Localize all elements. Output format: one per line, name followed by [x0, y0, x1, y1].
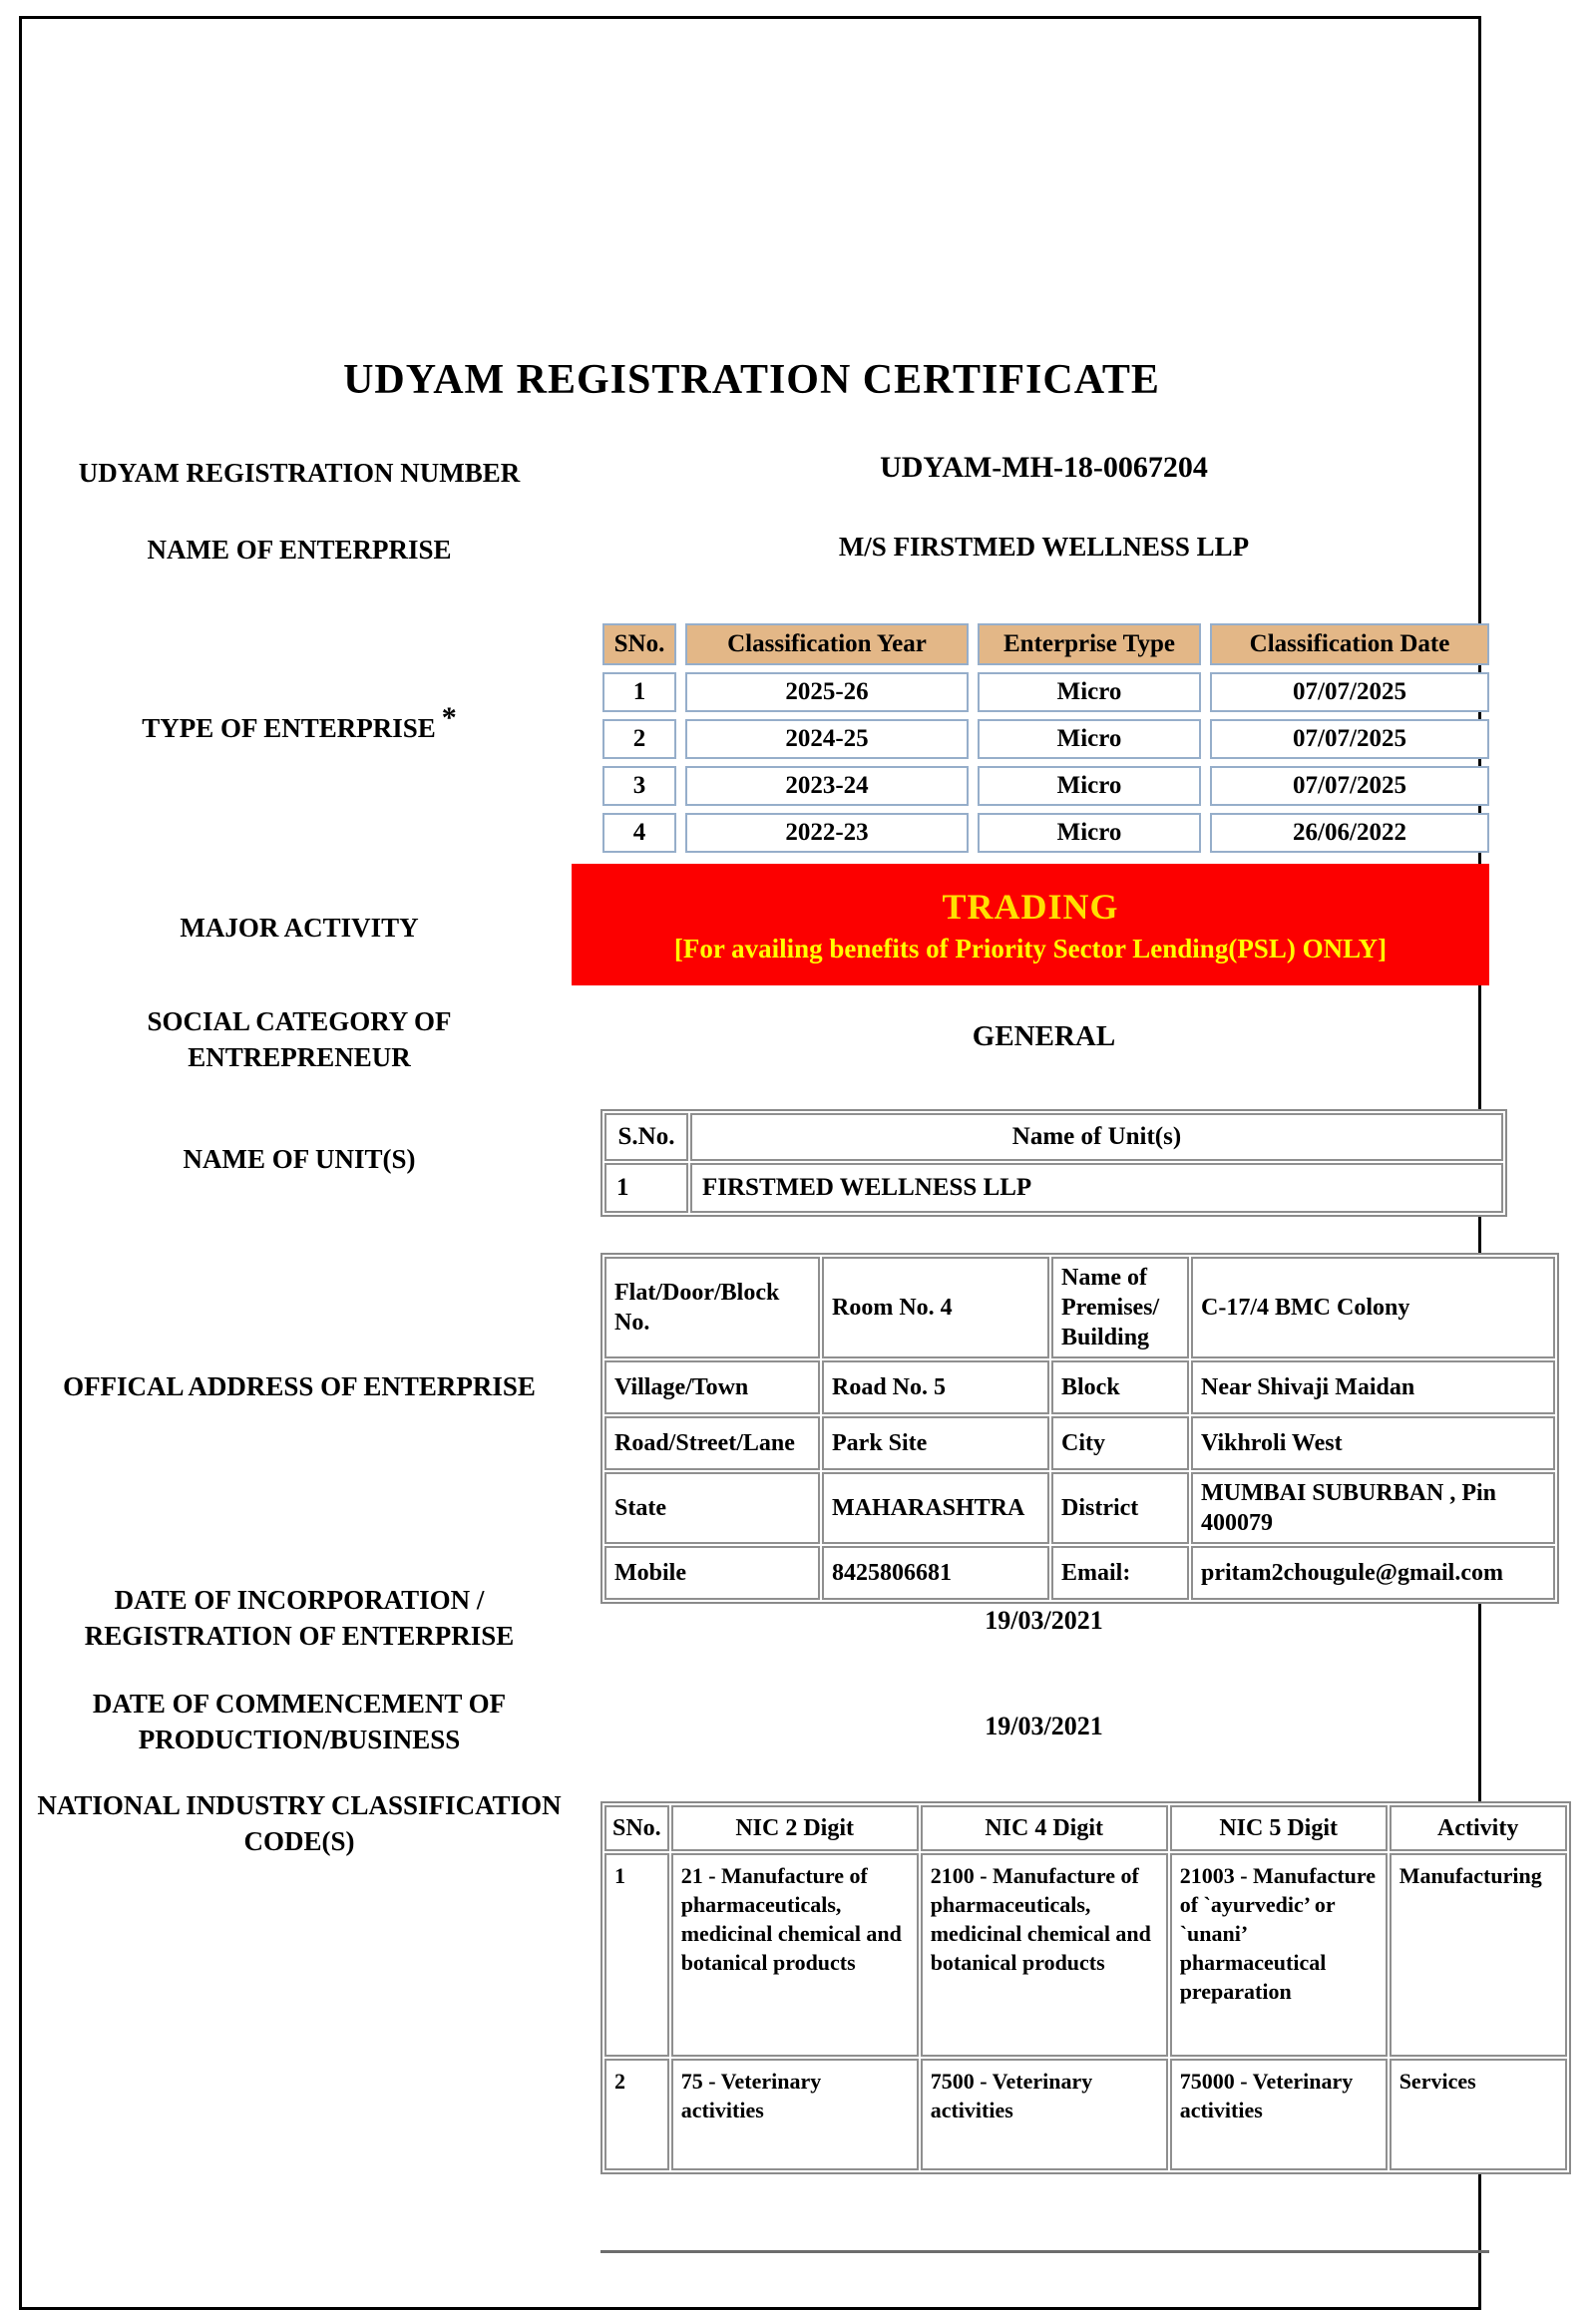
table-cell: C-17/4 BMC Colony	[1191, 1257, 1555, 1358]
value-enterprise-name: M/S FIRSTMED WELLNESS LLP	[838, 532, 1250, 562]
column-header: SNo.	[602, 623, 676, 665]
table-cell: 07/07/2025	[1210, 672, 1489, 712]
table-cell: pritam2chougule@gmail.com	[1191, 1546, 1555, 1600]
label-type-of-enterprise-text: TYPE OF ENTERPRISE	[142, 713, 436, 743]
classification-table	[594, 616, 1498, 860]
label-nic-codes: NATIONAL INDUSTRY CLASSIFICATION CODE(S)	[37, 1790, 562, 1856]
column-header: NIC 5 Digit	[1170, 1805, 1388, 1851]
units-table	[600, 1109, 1507, 1217]
table-cell: Mobile	[604, 1546, 820, 1600]
column-header: Classification Year	[685, 623, 969, 665]
table-row	[604, 1853, 1567, 2057]
table-cell: 2023-24	[685, 766, 969, 806]
table-row	[602, 813, 1489, 853]
table-cell: State	[604, 1472, 820, 1544]
table-cell: Block	[1051, 1360, 1189, 1414]
asterisk-marker: *	[441, 701, 457, 734]
label-major-activity: MAJOR ACTIVITY	[180, 913, 419, 943]
table-cell: Email:	[1051, 1546, 1189, 1600]
table-row	[604, 2059, 1567, 2170]
address-table	[600, 1253, 1559, 1604]
table-cell: Room No. 4	[822, 1257, 1049, 1358]
label-type-of-enterprise	[35, 701, 564, 746]
major-activity-banner	[572, 864, 1489, 985]
table-cell: Road/Street/Lane	[604, 1416, 820, 1470]
table-row	[602, 672, 1489, 712]
table-cell: 21003 - Manufacture of `ayurvedic’ or `unani’ pharmaceutical preparation	[1170, 1853, 1388, 2057]
table-cell: 2100 - Manufacture of pharmaceuticals, medicinal chemical and botanical products	[921, 1853, 1168, 2057]
label-social-category: SOCIAL CATEGORY OF ENTREPRENEUR	[147, 1006, 452, 1072]
label-date-of-incorporation: DATE OF INCORPORATION / REGISTRATION OF ENTERPRISE	[84, 1585, 515, 1651]
value-registration-number: UDYAM-MH-18-0067204	[880, 451, 1208, 484]
label-official-address: OFFICAL ADDRESS OF ENTERPRISE	[63, 1371, 536, 1401]
table-cell: 2025-26	[685, 672, 969, 712]
label-registration-number: UDYAM REGISTRATION NUMBER	[78, 458, 521, 488]
table-row	[604, 1472, 1555, 1544]
label-date-of-commencement: DATE OF COMMENCEMENT OF PRODUCTION/BUSINESS	[92, 1689, 507, 1754]
table-header-row	[604, 1805, 1567, 1851]
table-cell: 75000 - Veterinary activities	[1170, 2059, 1388, 2170]
table-cell: 21 - Manufacture of pharmaceuticals, medicinal chemical and botanical products	[671, 1853, 919, 2057]
table-cell: District	[1051, 1472, 1189, 1544]
table-row	[602, 719, 1489, 759]
table-cell: Near Shivaji Maidan	[1191, 1360, 1555, 1414]
table-cell: 1	[604, 1853, 669, 2057]
column-header: NIC 2 Digit	[671, 1805, 919, 1851]
table-cell: Flat/Door/Block No.	[604, 1257, 820, 1358]
table-cell: 2	[604, 2059, 669, 2170]
column-header: Name of Unit(s)	[690, 1113, 1503, 1161]
table-cell: 07/07/2025	[1210, 766, 1489, 806]
table-cell: 75 - Veterinary activities	[671, 2059, 919, 2170]
table-cell: Name of Premises/ Building	[1051, 1257, 1189, 1358]
table-cell: MUMBAI SUBURBAN , Pin 400079	[1191, 1472, 1555, 1544]
table-cell: 3	[602, 766, 676, 806]
label-name-of-units: NAME OF UNIT(S)	[183, 1144, 416, 1174]
table-header-row	[604, 1113, 1503, 1161]
table-cell: Services	[1390, 2059, 1567, 2170]
column-header: Classification Date	[1210, 623, 1489, 665]
table-cell: Micro	[978, 719, 1201, 759]
table-cell: Micro	[978, 766, 1201, 806]
value-date-of-incorporation: 19/03/2021	[985, 1606, 1103, 1635]
table-cell: FIRSTMED WELLNESS LLP	[690, 1163, 1503, 1213]
page-title: UDYAM REGISTRATION CERTIFICATE	[343, 357, 1160, 403]
major-activity-note: [For availing benefits of Priority Sector Lending(PSL) ONLY]	[673, 934, 1388, 963]
table-cell: Vikhroli West	[1191, 1416, 1555, 1470]
table-cell: Manufacturing	[1390, 1853, 1567, 2057]
table-cell: 26/06/2022	[1210, 813, 1489, 853]
table-cell: MAHARASHTRA	[822, 1472, 1049, 1544]
table-cell: 07/07/2025	[1210, 719, 1489, 759]
table-row	[604, 1163, 1503, 1213]
table-cell: Road No. 5	[822, 1360, 1049, 1414]
table-cell: Micro	[978, 813, 1201, 853]
column-header: NIC 4 Digit	[921, 1805, 1168, 1851]
table-cell: Park Site	[822, 1416, 1049, 1470]
table-cell: 1	[604, 1163, 688, 1213]
table-cell: 4	[602, 813, 676, 853]
table-row	[604, 1416, 1555, 1470]
table-cell: 2	[602, 719, 676, 759]
table-cell: City	[1051, 1416, 1189, 1470]
table-header-row	[602, 623, 1489, 665]
table-row	[604, 1360, 1555, 1414]
table-row	[604, 1257, 1555, 1358]
table-cell: Micro	[978, 672, 1201, 712]
label-enterprise-name: NAME OF ENTERPRISE	[147, 535, 452, 565]
value-social-category: GENERAL	[972, 1020, 1116, 1052]
table-row	[602, 766, 1489, 806]
table-cell: 1	[602, 672, 676, 712]
nic-table	[600, 1801, 1571, 2174]
column-header: SNo.	[604, 1805, 669, 1851]
table-cell: 7500 - Veterinary activities	[921, 2059, 1168, 2170]
table-cell: 8425806681	[822, 1546, 1049, 1600]
column-header: S.No.	[604, 1113, 688, 1161]
major-activity-value: TRADING	[942, 887, 1119, 927]
table-row	[604, 1546, 1555, 1600]
table-cell: Village/Town	[604, 1360, 820, 1414]
value-date-of-commencement: 19/03/2021	[985, 1712, 1103, 1740]
column-header: Enterprise Type	[978, 623, 1201, 665]
column-header: Activity	[1390, 1805, 1567, 1851]
next-table-partial-border	[600, 2250, 1489, 2253]
table-cell: 2024-25	[685, 719, 969, 759]
table-cell: 2022-23	[685, 813, 969, 853]
